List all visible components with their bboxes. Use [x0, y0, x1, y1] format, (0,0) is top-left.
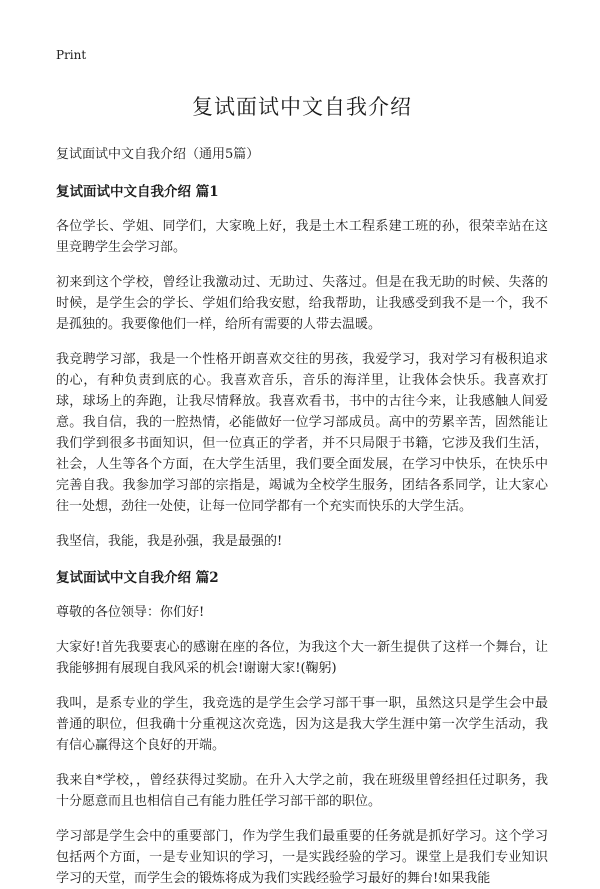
- page-title: 复试面试中文自我介绍: [192, 95, 412, 119]
- paragraph: 我来自*学校，，曾经获得过奖励。在升入大学之前，我在班级里曾经担任过职务，我十分愿意而且也相信自己有能力胜任学习部干部的职位。: [56, 773, 548, 809]
- paragraph: 我坚信，我能，我是孙强，我是最强的!: [56, 534, 283, 549]
- section-2: [56, 566, 548, 889]
- paragraph: 尊敬的各位领导：你们好!: [56, 605, 205, 620]
- section-1: [56, 180, 548, 552]
- paragraph: 各位学长、学姐、同学们，大家晚上好，我是土木工程系建工班的孙，很荣幸站在这里竞聘学生会学习部。: [56, 219, 548, 255]
- document-subtitle: 复试面试中文自我介绍（通用5篇）: [56, 147, 260, 162]
- print-link[interactable]: Print: [56, 48, 87, 62]
- paragraph: 初来到这个学校，曾经让我激动过、无助过、失落过。但是在我无助的时候、失落的时候，是学生会的学长、学姐们给我安慰，给我帮助，让我感受到我不是一个，我不是孤独的。我要像他们一样，给所有需要的人带去温暖。: [56, 275, 548, 332]
- paragraph: 我叫，是系专业的学生，我竞选的是学生会学习部干事一职，虽然这只是学生会中最普通的职位，但我确十分重视这次竞选，因为这是我大学生涯中第一次学生活动，我有信心赢得这个良好的开端。: [56, 696, 548, 753]
- paragraph: 学习部是学生会中的重要部门，作为学生我们最重要的任务就是抓好学习。这个学习包括两个方面，一是专业知识的学习，一是实践经验的学习。课堂上是我们专业知识学习的天堂，而学生会的锻炼将成为我们实践经验学习最好的舞台!如果我能: [56, 829, 548, 886]
- paragraph: 我竞聘学习部，我是一个性格开朗喜欢交往的男孩，我爱学习，我对学习有极积追求的心，有种负责到底的心。我喜欢音乐，音乐的海洋里，让我体会快乐。我喜欢打球，球场上的奔跑，让我尽情释放。我喜欢看书，书中的古往今来，让我感触人间爱意。我自信，我的一腔热情，必能做好一位学习部成员。高中的劳累辛苦，固然能让我们学到很多书面知识，但一位真正的学者，并不只局限于书籍，它涉及我们生活，社会，人生等各个方面，在大学生活里，我们要全面发展，在学习中快乐，在快乐中完善自我。我参加学习部的宗指是，竭诚为全校学生服务，团结各系同学，让大家心往一处想，劲往一处使，让每一位同学都有一个充实而快乐的大学生活。: [56, 352, 548, 514]
- paragraph: 大家好!首先我要衷心的感谢在座的各位，为我这个大一新生提供了这样一个舞台，让我能够拥有展现自我风采的机会!谢谢大家!(鞠躬): [56, 640, 548, 676]
- section-heading: 复试面试中文自我介绍 篇2: [56, 570, 219, 586]
- section-heading: 复试面试中文自我介绍 篇1: [56, 184, 219, 200]
